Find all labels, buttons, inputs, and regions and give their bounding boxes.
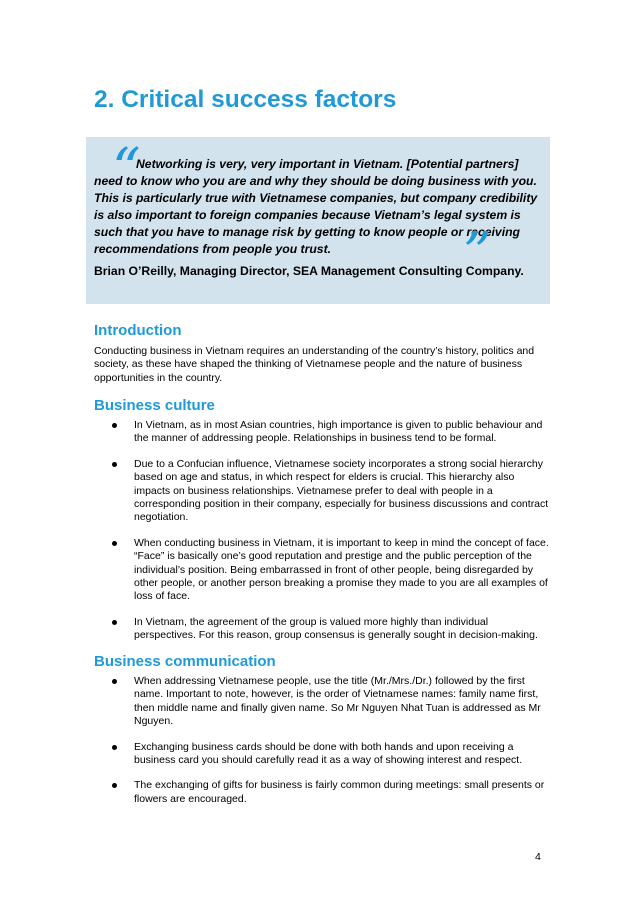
open-quote-icon: “ <box>112 137 141 202</box>
list-item: The exchanging of gifts for business is fairly common during meetings: small presents or flowers are encouraged. <box>94 779 550 806</box>
business-culture-section <box>94 397 550 655</box>
bullet-icon <box>112 783 117 788</box>
business-culture-list <box>94 419 550 643</box>
list-item: In Vietnam, as in most Asian countries, high importance is given to public behaviour and the manner of addressing people. Relationships in business tend to be formal. <box>94 419 550 446</box>
bullet-icon <box>112 462 117 467</box>
business-culture-heading: Business culture <box>94 397 215 414</box>
list-item: When conducting business in Vietnam, it is important to keep in mind the concept of face. “Face” is basically one’s good reputation and prestige and the public perception of the individual’s position. Being embarrassed in front of other people, being disregarded by other people, or another person breaking a promise they made to you are all examples of loss of face. <box>94 537 550 604</box>
quote-body: Networking is very, very important in Vietnam. [Potential partners] need to know who you are and why they should be doing business with you. This is particularly true with Vietnamese companies, but company credibility is also important to foreign companies because Vietnam’s legal system is such that you have to manage risk by getting to know people or receiving recommendations from people you trust. <box>94 157 538 256</box>
bullet-icon <box>112 620 117 625</box>
close-quote-icon: ” <box>463 221 492 286</box>
introduction-section <box>94 322 550 385</box>
pull-quote-box <box>86 137 550 304</box>
bullet-icon <box>112 541 117 546</box>
page-number: 4 <box>535 851 541 863</box>
introduction-paragraph: Conducting business in Vietnam requires an understanding of the country’s history, politics and society, as these have shaped the thinking of Vietnamese people and the nature of business opportunities in the country. <box>94 345 535 384</box>
list-item: When addressing Vietnamese people, use the title (Mr./Mrs./Dr.) followed by the first name. Important to note, however, is the order of Vietnamese names: family name first, then middle name and finally given name. So Mr Nguyen Nhat Tuan is addressed as Mr Nguyen. <box>94 675 550 729</box>
bullet-icon <box>112 679 117 684</box>
list-item: Due to a Confucian influence, Vietnamese society incorporates a strong social hierarchy based on age and status, in which respect for elders is crucial. This hierarchy also impacts on business relationships. Vietnamese prefer to deal with people in a corresponding position in their company, especially for business discussions and contract negotiation. <box>94 458 550 525</box>
page-title: 2. Critical success factors <box>94 86 397 113</box>
list-item: In Vietnam, the agreement of the group is valued more highly than individual perspectives. For this reason, group consensus is generally sought in decision-making. <box>94 616 550 643</box>
list-item: Exchanging business cards should be done with both hands and upon receiving a business card you should carefully read it as a way of showing interest and respect. <box>94 741 550 768</box>
business-communication-list <box>94 675 550 806</box>
bullet-icon <box>112 423 117 428</box>
business-communication-heading: Business communication <box>94 653 276 670</box>
bullet-icon <box>112 745 117 750</box>
quote-attribution: Brian O’Reilly, Managing Director, SEA Management Consulting Company. <box>94 264 524 278</box>
introduction-heading: Introduction <box>94 322 182 339</box>
business-communication-section <box>94 653 550 818</box>
